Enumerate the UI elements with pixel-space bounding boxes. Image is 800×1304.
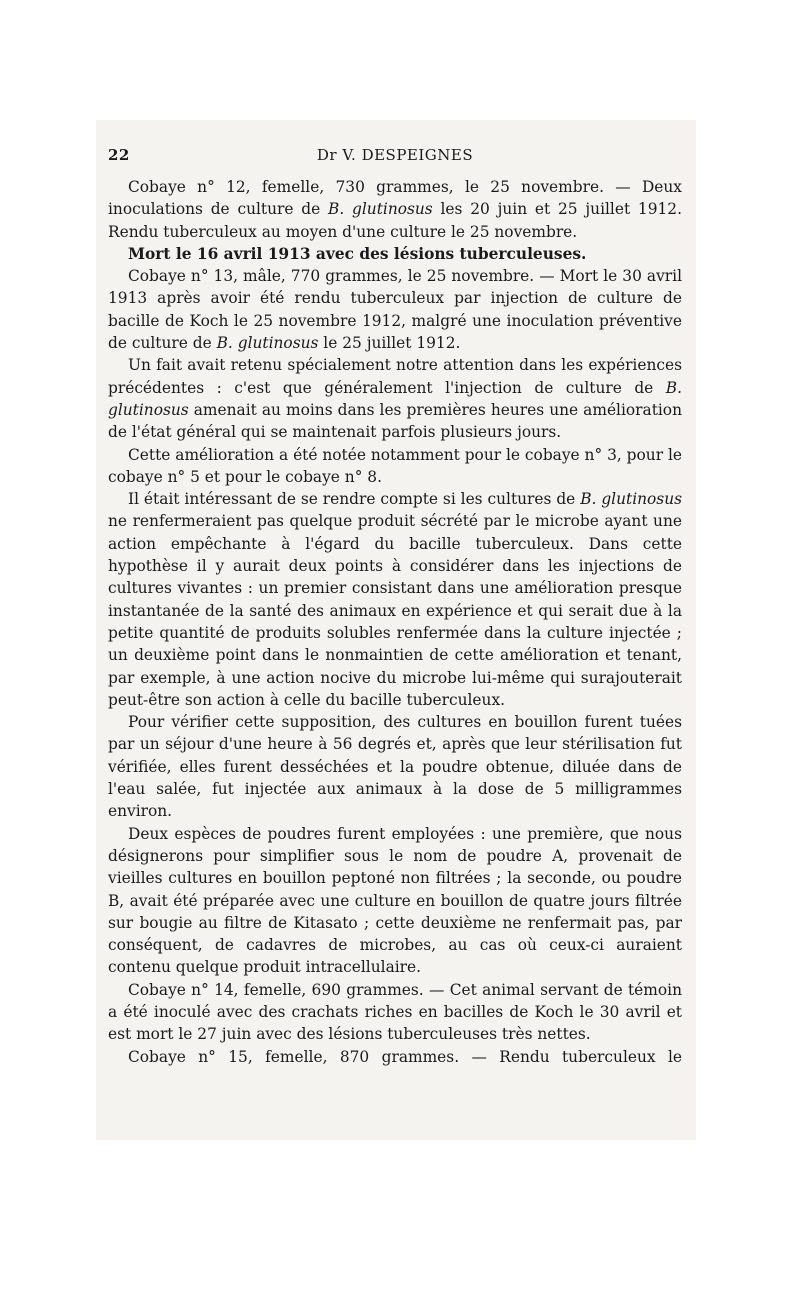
paragraph-mort-16-avril: Mort le 16 avril 1913 avec des lésions tuberculeuses. (128, 244, 587, 263)
paragraph-fait-retenu: Un fait avait retenu spécialement notre attention dans les expériences précédentes : c'est que généralement l'injection de culture de B. glutinosus amenait au moins dans les premières heures une amélioration de l'état général qui se maintenait parfois plusieurs jours. (108, 356, 682, 442)
document-page (108, 146, 682, 1068)
paragraph-cobaye-12: Cobaye n° 12, femelle, 730 grammes, le 25 novembre. — Deux inoculations de culture de B. glutinosus les 20 juin et 25 juillet 1912. Rendu tuberculeux au moyen d'une culture le 25 novembre. (108, 178, 682, 241)
paragraph-amelioration: Cette amélioration a été notée notamment pour le cobaye n° 3, pour le cobaye n° 5 et pour le cobaye n° 8. (108, 445, 682, 486)
running-head: Dr V. DESPEIGNES (316, 146, 474, 164)
paragraph-interessant: Il était intéressant de se rendre compte si les cultures de B. glutinosus ne renfermeraient pas quelque produit sécrété par le microbe ayant une action empêchante à l'égard du bacille tuberculeux. Dans cette hypothèse il y aurait deux points à considérer dans les injections de cultures vivantes : un premier consistant dans une amélioration presque instantanée de la santé des animaux en expérience et qui serait due à la petite quantité de produits solubles renfermée dans la culture injectée ; un deuxième point dans le nonmaintien de cette amélioration et tenant, par exemple, à une action nocive du microbe lui-même qui surajouterait peut-être son action à celle du bacille tuberculeux. (108, 490, 682, 709)
page-number: 22 (108, 146, 130, 164)
page-header (108, 146, 682, 176)
paragraph-cobaye-15: Cobaye n° 15, femelle, 870 grammes. — Rendu tuberculeux le (128, 1047, 682, 1066)
paragraph-supposition: Pour vérifier cette supposition, des cultures en bouillon furent tuées par un séjour d'une heure à 56 degrés et, après que leur stérilisation fut vérifiée, elles furent desséchées et la poudre obtenue, diluée dans de l'eau salée, fut injectée aux animaux à la dose de 5 milligrammes environ. (108, 713, 682, 821)
paragraph-cobaye-14: Cobaye n° 14, femelle, 690 grammes. — Cet animal servant de témoin a été inoculé avec des crachats riches en bacilles de Koch le 30 avril et est mort le 27 juin avec des lésions tuberculeuses très nettes. (108, 980, 682, 1044)
paragraph-cobaye-13: Cobaye n° 13, mâle, 770 grammes, le 25 novembre. — Mort le 30 avril 1913 après avoir été rendu tuberculeux par injection de culture de bacille de Koch le 25 novembre 1912, malgré une inoculation préventive de culture de B. glutinosus le 25 juillet 1912. (108, 267, 682, 353)
paragraph-poudres: Deux espèces de poudres furent employées : une première, que nous désignerons pour simplifier sous le nom de poudre A, provenait de vieilles cultures en bouillon peptoné non filtrées ; la seconde, ou poudre B, avait été préparée avec une culture en bouillon de quatre jours filtrée sur bougie au filtre de Kitasato ; cette deuxième ne renfermait pas, par conséquent, de cadavres de microbes, au cas où ceux-ci auraient contenu quelque produit intracellulaire. (108, 824, 682, 977)
